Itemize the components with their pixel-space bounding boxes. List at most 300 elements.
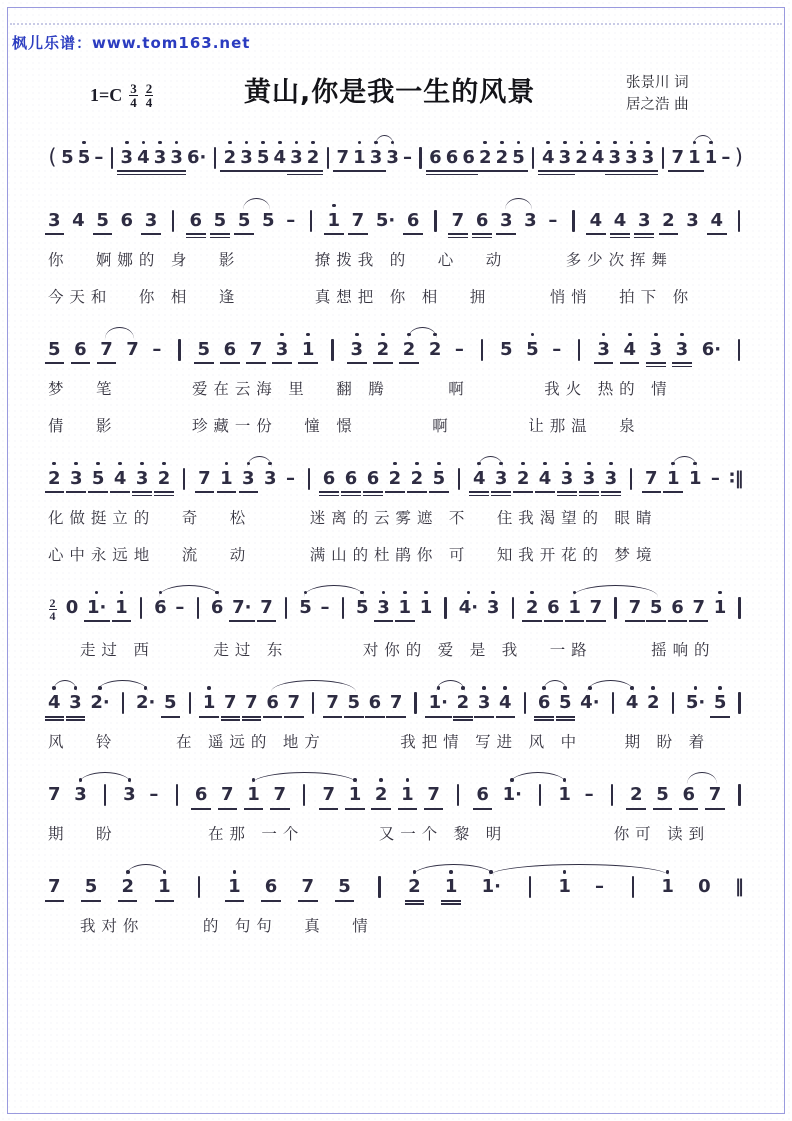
note: 2: [630, 775, 643, 814]
lyrics-line: 走 过 西 走 过 东 对 你 的 爱 是 我 一 路 摇 响 的: [48, 641, 710, 660]
note: 3: [608, 138, 621, 177]
notes-row: [48, 683, 744, 723]
note: 5: [500, 338, 513, 360]
note: 5: [650, 588, 663, 627]
time-signatures: [129, 82, 153, 110]
note: 3: [154, 138, 167, 177]
note: 6: [429, 138, 442, 177]
note: 5: [356, 588, 369, 627]
slur-arc: [672, 456, 698, 468]
note: 3: [478, 683, 491, 722]
note: 3: [559, 138, 572, 177]
credits-block: [626, 72, 746, 117]
dash-extend: –: [454, 338, 464, 360]
note: 6: [323, 459, 336, 498]
note: 5: [257, 138, 270, 177]
lyrics-line: 心 中 永 远 地 流 动 满 山 的 杜 鹃 你 可 知 我 开 花 的 梦 境: [48, 546, 652, 564]
note: 5: [85, 867, 98, 906]
slur-arc: [105, 327, 135, 339]
dash-extend: –: [710, 467, 720, 489]
note: 5: [92, 459, 105, 498]
barline: [658, 138, 667, 178]
notes-row: [48, 588, 744, 631]
lyrics-line: 化 做 挺 立 的 奇 松 迷 离 的 云 雾 遮 不 住 我 渴 望 的 眼 睛: [48, 509, 652, 527]
note: 3: [583, 459, 596, 498]
dash-extend: –: [152, 338, 162, 360]
note: 3: [625, 138, 638, 177]
note: 5: [299, 588, 312, 627]
barline: [328, 330, 337, 370]
note: 7: [260, 588, 273, 627]
slur-arc: [271, 680, 357, 692]
slur-arc: [252, 772, 358, 784]
note: 3: [136, 459, 149, 498]
slur-arc: [510, 772, 567, 784]
note: 2·: [90, 683, 109, 722]
note: 5: [214, 201, 227, 240]
dash-extend: –: [584, 783, 594, 805]
barline: [735, 330, 744, 370]
note: 4: [590, 201, 603, 240]
dash-extend: –: [595, 875, 605, 897]
note: 2·: [136, 683, 155, 722]
lyrics-line: 我 对 你 的 句 句 真 情: [48, 917, 369, 936]
note: 5: [338, 867, 351, 906]
key-label: 1=C: [90, 85, 123, 106]
note: 5: [198, 330, 211, 369]
barline: [455, 459, 464, 499]
note: 7: [352, 201, 365, 240]
note: 1: [158, 867, 171, 906]
barline: [107, 138, 116, 178]
note: 5: [78, 138, 91, 177]
barline: [136, 588, 145, 628]
note: 7: [221, 775, 234, 814]
note: 5: [348, 683, 361, 722]
slur-arc: [543, 680, 568, 692]
barline: [195, 867, 204, 907]
note: 5: [526, 330, 539, 369]
note: 5: [48, 330, 61, 369]
barline: [175, 330, 184, 370]
note: 4: [592, 138, 605, 177]
note: 7: [709, 775, 722, 814]
slur-arc: [375, 135, 395, 147]
watermark-text: 枫儿乐谱：www.tom163.net: [12, 34, 251, 52]
barline: [735, 775, 744, 815]
note: 1: [667, 459, 680, 498]
note: 1: [228, 867, 241, 906]
note: 3: [145, 201, 158, 240]
note: 2: [575, 138, 588, 177]
note: 3: [351, 330, 364, 369]
barline: [281, 588, 290, 628]
lyrics-line: 期 盼 在 那 一 个 又 一 个 黎 明 你 可 读 到: [48, 825, 705, 844]
note: 4: [48, 683, 61, 722]
barline: [735, 588, 744, 628]
slur-arc: [687, 772, 718, 784]
note: 3: [69, 683, 82, 722]
note: 7: [126, 338, 139, 360]
note: 5: [238, 201, 251, 240]
note: 7: [224, 683, 237, 722]
dash-extend: –: [552, 338, 562, 360]
note: 1: [705, 138, 718, 177]
note: 7: [100, 330, 113, 369]
music-system: [48, 201, 744, 307]
note: 2: [496, 138, 509, 177]
slur-arc: [478, 456, 504, 468]
note: 6: [266, 683, 279, 722]
slur-arc: [79, 772, 132, 784]
note: 6: [74, 330, 87, 369]
repeat-end-barline: ∶‖: [729, 467, 744, 489]
note: 4: [473, 459, 486, 498]
note: 1: [714, 588, 727, 627]
note: 7·: [232, 588, 251, 627]
note: 6·: [701, 338, 722, 360]
note: 2: [375, 775, 388, 814]
note: 2: [121, 867, 134, 906]
slur-arc: [489, 864, 670, 876]
note: 3: [242, 459, 255, 498]
lyrics-line: 今 天 和 你 相 逢 真 想 把 你 相 拥 悄 悄 拍 下 你: [48, 288, 689, 306]
lyrics-line: 风 铃 在 遥 远 的 地 方 我 把 情 写 进 风 中 期 盼 着: [48, 733, 705, 752]
note: 3: [676, 330, 689, 369]
note: 2: [389, 459, 402, 498]
note: 7: [671, 138, 684, 177]
note: 2: [377, 330, 390, 369]
note: 2: [307, 138, 320, 177]
note: 2: [457, 683, 470, 722]
note: 4: [273, 138, 286, 177]
barline: [520, 683, 529, 723]
dash-extend: –: [402, 146, 412, 168]
barline: [169, 201, 178, 241]
slur-arc: [304, 585, 365, 597]
slur-arc: [436, 680, 466, 692]
slur-arc: [126, 864, 167, 876]
note: 2: [403, 330, 416, 369]
note: 3: [487, 588, 500, 627]
note: 1: [688, 138, 701, 177]
barline: [607, 775, 616, 815]
notes-row: [48, 138, 744, 178]
note: 3: [377, 588, 390, 627]
time-signature: $\frac{2}{4}$: [49, 596, 56, 624]
dash-extend: –: [320, 596, 330, 618]
music-system: [48, 588, 744, 660]
note: 5: [656, 775, 669, 814]
note: 5: [433, 459, 446, 498]
barline: [735, 683, 744, 723]
intro-paren: (: [48, 145, 57, 169]
notes-row: [48, 330, 744, 370]
note: 6: [224, 330, 237, 369]
note: 6: [367, 459, 380, 498]
note: 3: [686, 209, 699, 231]
note: 1·: [429, 683, 448, 722]
barline: [375, 867, 384, 907]
dash-extend: –: [285, 467, 295, 489]
note: 7: [322, 775, 335, 814]
note: 3: [264, 459, 277, 498]
note: 6: [195, 775, 208, 814]
note: 6: [538, 683, 551, 722]
barline: [627, 459, 636, 499]
note: 6: [369, 683, 382, 722]
music-system: [48, 867, 744, 936]
note: 3: [561, 459, 574, 498]
barline: [180, 459, 189, 499]
note: 4: [626, 683, 639, 722]
note: 2: [662, 201, 675, 240]
note: 2: [647, 683, 660, 722]
note: 3: [240, 138, 253, 177]
note: 7: [48, 867, 61, 906]
note: 3: [495, 459, 508, 498]
barline: [477, 330, 486, 370]
dash-extend: –: [548, 209, 558, 231]
slur-arc: [573, 585, 659, 597]
note: 1: [558, 775, 571, 814]
dash-extend: –: [721, 146, 731, 168]
lyrics-line: 梦 笔 爱 在 云 海 里 翻 腾 啊 我 火 热 的 情: [48, 380, 668, 398]
note: 7: [245, 683, 258, 722]
note: 1: [327, 201, 340, 240]
note: 7: [250, 330, 263, 369]
note: 1: [203, 683, 216, 722]
barline: [575, 330, 584, 370]
note: 5: [512, 138, 525, 177]
note: 1: [568, 588, 581, 627]
lyrics-line: 你 婀 娜 的 身 影 撩 拨 我 的 心 动 多 少 次 挥 舞: [48, 251, 668, 269]
note: 2: [479, 138, 492, 177]
dash-extend: –: [286, 209, 296, 231]
note: 6: [345, 459, 358, 498]
barline: [569, 201, 578, 241]
note: 1: [661, 867, 674, 906]
note: 7: [326, 683, 339, 722]
note: 1: [349, 775, 362, 814]
note: 7: [302, 867, 315, 906]
barline: [735, 201, 744, 241]
slur-arc: [97, 680, 149, 692]
note: 7: [274, 775, 287, 814]
note: 3: [276, 330, 289, 369]
note: 7: [198, 459, 211, 498]
note: 2: [48, 459, 61, 498]
slur-arc: [159, 585, 220, 597]
note: 1: [353, 138, 366, 177]
note: 3: [48, 201, 61, 240]
note: 7: [590, 588, 603, 627]
note: 1: [401, 775, 414, 814]
note: 6: [211, 588, 224, 627]
note: 4: [72, 209, 85, 231]
music-system: [48, 138, 744, 178]
slur-arc: [408, 327, 438, 339]
note: 6: [462, 138, 475, 177]
note: 1·: [503, 775, 522, 814]
note: 4·: [459, 588, 478, 627]
note: 2: [526, 588, 539, 627]
rest-note: 0: [698, 875, 711, 897]
time-signature: $\frac{3}{4}$: [130, 81, 137, 111]
note: 3: [70, 459, 83, 498]
slur-arc: [505, 198, 533, 210]
lyricist-credit: 张景川 词: [626, 75, 689, 91]
note: 7: [645, 459, 658, 498]
note: 1: [302, 330, 315, 369]
note: 1: [420, 588, 433, 627]
note: 1: [689, 459, 702, 498]
note: 3: [121, 138, 134, 177]
music-system: [48, 683, 744, 752]
note: 4: [137, 138, 150, 177]
note: 3: [650, 330, 663, 369]
dotted-divider: [10, 23, 782, 25]
barline: [323, 138, 332, 178]
music-system: [48, 459, 744, 565]
rest-note: 0: [65, 596, 79, 618]
note: 4·: [580, 683, 599, 722]
barline: [172, 775, 181, 815]
note: 7: [48, 783, 61, 805]
note: 1: [115, 588, 128, 627]
slur-arc: [693, 135, 714, 147]
note: 3: [290, 138, 303, 177]
note: 5: [96, 201, 109, 240]
barline: [211, 138, 220, 178]
barline: [307, 201, 316, 241]
note: 3: [642, 138, 655, 177]
barline: [304, 459, 313, 499]
note: 3: [524, 209, 537, 231]
note: 7: [452, 201, 465, 240]
music-system: [48, 775, 744, 844]
note: 3: [74, 775, 87, 814]
barline: [431, 201, 440, 241]
lyrics-line: 倩 影 珍 藏 一 份 憧 憬 啊 让 那 温 泉: [48, 417, 636, 435]
note: 4: [542, 138, 555, 177]
note: 3: [597, 330, 610, 369]
note: 6: [547, 588, 560, 627]
note: 6: [154, 588, 167, 627]
note: 7: [390, 683, 403, 722]
note: 2: [517, 459, 530, 498]
note: 5: [559, 683, 572, 722]
barline: [668, 683, 677, 723]
barline: [529, 138, 538, 178]
note: 2: [429, 330, 442, 369]
barline: [454, 775, 463, 815]
notes-row: [48, 867, 744, 907]
slur-arc: [413, 864, 495, 876]
intro-paren: ): [734, 145, 743, 169]
song-title: 黄山,你是我一生的风景: [244, 77, 536, 108]
barline: [441, 588, 450, 628]
notation-area: [48, 138, 744, 959]
note: 6: [671, 588, 684, 627]
dash-extend: –: [94, 146, 104, 168]
note: 2: [408, 867, 421, 906]
note: 5: [714, 683, 727, 722]
slur-arc: [587, 680, 635, 692]
note: 5: [61, 146, 74, 168]
note: 7: [427, 775, 440, 814]
note: 3: [123, 775, 136, 814]
note: 2: [158, 459, 171, 498]
note: 6: [476, 775, 489, 814]
note: 5: [262, 209, 275, 231]
note: 3: [170, 138, 183, 177]
note: 3: [500, 201, 513, 240]
note: 6: [407, 201, 420, 240]
note: 7: [288, 683, 301, 722]
barline: [508, 588, 517, 628]
note: 3: [605, 459, 618, 498]
note: 1·: [482, 867, 501, 906]
note: 1: [247, 775, 260, 814]
note: 1: [558, 867, 571, 906]
note: 6: [120, 209, 134, 231]
slur-arc: [53, 680, 78, 692]
dash-extend: –: [149, 783, 159, 805]
note: 4: [710, 201, 723, 240]
key-signature: [90, 82, 153, 110]
notes-row: [48, 201, 744, 241]
inline-time-signature: [48, 588, 57, 631]
note: 7: [629, 588, 642, 627]
note: 4: [539, 459, 552, 498]
note: 7: [336, 138, 349, 177]
note: 6: [682, 775, 695, 814]
notes-row: [48, 459, 744, 499]
note: 2: [224, 138, 237, 177]
note: 3: [386, 138, 399, 177]
note: 4: [623, 330, 636, 369]
time-signature: $\frac{2}{4}$: [145, 81, 153, 111]
note: 6·: [187, 146, 207, 168]
slur-arc: [247, 456, 273, 468]
note: 6: [265, 867, 278, 906]
note: 3: [638, 201, 651, 240]
score-header: [0, 68, 792, 117]
composer-credit: 居之浩 曲: [626, 97, 689, 114]
note: 5·: [375, 209, 396, 231]
note: 5·: [686, 683, 705, 722]
barline: [185, 683, 194, 723]
note: 6: [476, 201, 489, 240]
barline: [416, 138, 425, 178]
note: 3: [370, 138, 383, 177]
barline: [411, 683, 420, 723]
slur-arc: [243, 198, 271, 210]
note: 1: [398, 588, 411, 627]
music-system: [48, 330, 744, 436]
note: 6: [446, 138, 459, 177]
note: 2: [411, 459, 424, 498]
note: 4: [114, 459, 127, 498]
note: 6: [190, 201, 203, 240]
dash-extend: –: [175, 596, 185, 618]
note: 5: [164, 683, 177, 722]
final-barline: ‖: [734, 875, 744, 897]
note: 4: [499, 683, 512, 722]
note: 1: [220, 459, 233, 498]
notes-row: [48, 775, 744, 815]
